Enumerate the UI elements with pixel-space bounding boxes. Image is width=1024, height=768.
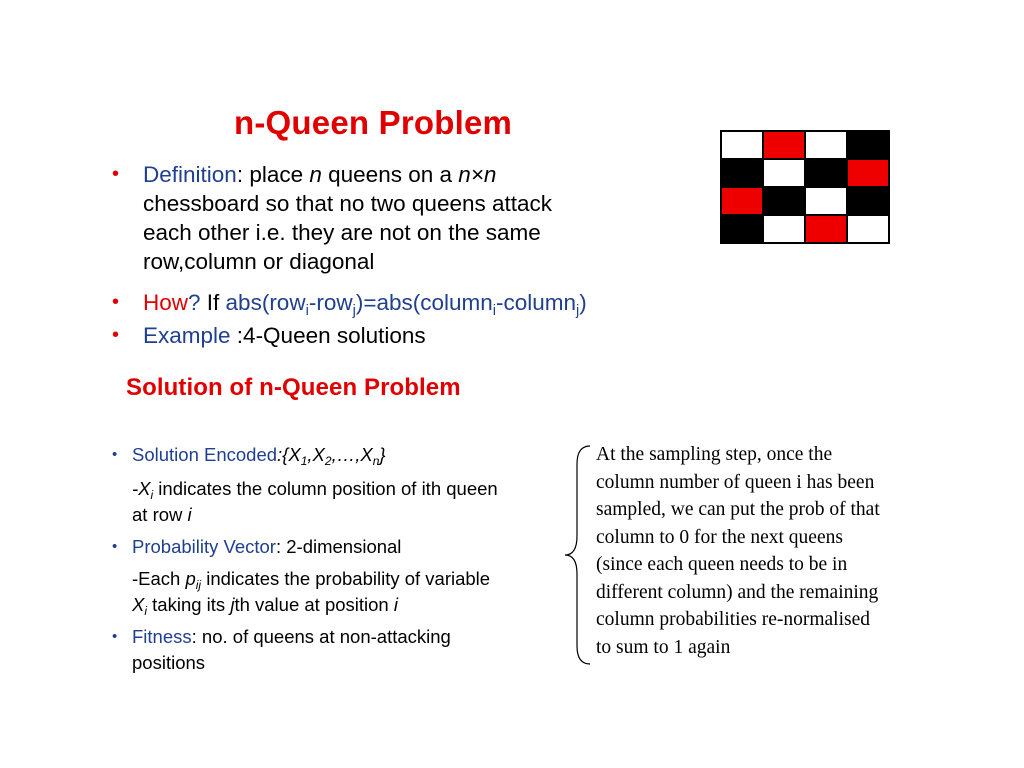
board-cell (721, 215, 763, 243)
note-line: (since each queen needs to be in (596, 554, 848, 575)
note-line: column probabilities re-normalised (596, 609, 871, 630)
board-cell (763, 131, 805, 159)
example-line (143, 321, 426, 350)
definition-n: n (309, 162, 322, 187)
sampling-note (596, 441, 976, 661)
note-line: sampled, we can put the prob of that (596, 499, 880, 520)
bullet: • (112, 628, 118, 645)
note-line: column to 0 for the next queens (596, 526, 843, 548)
board-cell (721, 131, 763, 159)
note-line: to sum to 1 again (596, 636, 731, 658)
how-q: ? (188, 290, 201, 315)
board-cell (847, 131, 889, 159)
definition-text-b: queens on a (321, 162, 459, 187)
board-cell (805, 215, 847, 243)
note-line: column number of queen i has been (596, 471, 875, 493)
how-formula: abs(row$_i$-row$_j$)=abs(column$_i$-column$_j$) (225, 290, 587, 320)
how-if: If (200, 290, 226, 315)
prob-desc-1: -Each $p_{ij}$ indicates the probability of variable (132, 568, 491, 593)
how-line (143, 288, 587, 320)
prob-desc-2: $X_i$ taking its jth value at position i (132, 594, 398, 619)
solution-title: Solution of n-Queen Problem (126, 374, 461, 401)
definition-text-a: place (243, 162, 310, 187)
chess-board (720, 130, 890, 244)
encoded-label: Solution Encoded (132, 444, 278, 465)
board-cell (805, 131, 847, 159)
definition-line-2: chessboard so that no two queens attack (143, 191, 553, 216)
definition-nxn: n×n (458, 162, 497, 187)
example-label: Example (143, 323, 231, 348)
board-cell (763, 187, 805, 215)
encoded-desc-2: at row i (132, 504, 192, 525)
board-cell (847, 159, 889, 187)
encoded-desc-1: $-X_i$ indicates the column position of ith queen (132, 478, 498, 503)
definition-line-3: each other i.e. they are not on the same (143, 220, 541, 245)
board-cell (805, 159, 847, 187)
fitness-label: Fitness (132, 626, 192, 647)
board-cell (847, 187, 889, 215)
prob-line: Probability Vector: 2-dimensional (132, 536, 402, 557)
definition-colon: : (236, 162, 244, 187)
slide-title: n-Queen Problem (234, 104, 513, 141)
bullet: • (112, 446, 118, 463)
note-line: At the sampling step, once the (596, 444, 833, 465)
example-text: :4-Queen solutions (230, 323, 426, 348)
encoded-line (132, 442, 386, 468)
fitness-line: Fitness: no. of queens at non-attacking (132, 626, 451, 647)
fitness-line-2: positions (132, 652, 206, 673)
curly-brace (556, 444, 596, 666)
prob-label: Probability Vector (132, 536, 276, 557)
bullet: • (112, 163, 120, 185)
board-cell (721, 187, 763, 215)
bullet: • (112, 324, 120, 346)
encoded-formula: $:\{X_1,X_2,\dots,X_n\}$ (277, 444, 386, 469)
how-label: How (143, 290, 189, 315)
board-cell (847, 215, 889, 243)
bullet: • (112, 291, 120, 313)
board-cell (721, 159, 763, 187)
board-cell (763, 159, 805, 187)
note-line: different column) and the remaining (596, 581, 879, 603)
board-cell (805, 187, 847, 215)
definition-label: Definition (143, 162, 237, 187)
bullet: • (112, 538, 118, 555)
definition-line-4: row,column or diagonal (143, 249, 375, 274)
definition-line-1 (143, 160, 496, 189)
board-cell (763, 215, 805, 243)
